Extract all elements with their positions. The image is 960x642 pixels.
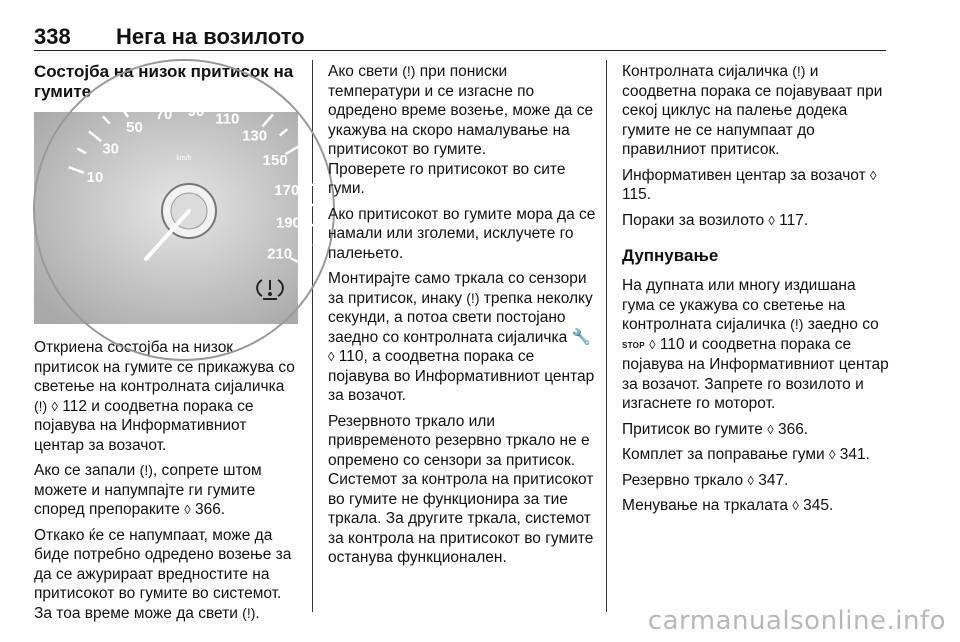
- speed-tick: [299, 165, 308, 169]
- paragraph: Менување на тркалата ◊ 345.: [622, 497, 834, 514]
- speed-label: 30: [102, 140, 120, 158]
- paragraph: Ако притисокот во гумите мора да се намали или зголеми, исклучете го палењето.: [328, 205, 596, 262]
- service-wrench-icon: 🔧: [571, 328, 591, 346]
- paragraph: Откако ќе се напумпаат, може да биде потребно одредено возење за да се ажурираат вредностите на притисокот во гумите во системот. За тоа време може да свети (!).: [34, 526, 292, 622]
- paragraph: Пораки за возилото ◊ 117.: [622, 211, 809, 229]
- paragraph: Контролната сијаличка (!) и соодветна порака се појавуваат при секој циклус на палење додека гумите не се напумпаат до правилниот притисок.: [622, 63, 883, 158]
- speed-label: 70: [155, 106, 173, 124]
- column-divider: [312, 60, 313, 612]
- watermark: carmanualsonline.info: [647, 606, 946, 636]
- speed-tick: [300, 224, 316, 226]
- tpms-icon: (!): [242, 604, 256, 621]
- paragraph: Ако свети (!) при пониски температури и се изгасне по одредено време возење, може да се укажува на скоро намалување на притисокот во гумите. Проверете го притисокот во сите гуми.: [328, 63, 594, 197]
- paragraph: Притисок во гумите ◊ 366.: [622, 420, 809, 438]
- speed-unit-label: km/h: [176, 155, 192, 162]
- speed-tick: [197, 83, 198, 99]
- reference-icon: ◊: [869, 167, 877, 183]
- tpms-icon: (!): [792, 63, 806, 79]
- speed-tick: [251, 102, 256, 111]
- paragraph: Ако се запали (!), сопрете штом можете и напумпајте ги гумите според препораките ◊ 366.: [34, 462, 262, 518]
- speed-label: 50: [126, 119, 143, 137]
- column-2: [328, 62, 596, 574]
- reference-icon: ◊: [792, 498, 799, 513]
- reference-icon: ◊: [829, 447, 836, 462]
- speed-tick: [303, 243, 313, 246]
- speed-label: 150: [262, 152, 288, 170]
- paragraph: Откриена состојба на низок притисок на гумите се прикажува со светење на контролната сијаличка (!) ◊ 112 и соодветна порака се појавува на Информативниот центар за возачот.: [34, 339, 295, 454]
- speed-label: 190: [275, 214, 301, 232]
- chapter-title: Нега на возилото: [116, 24, 305, 49]
- paragraph: Комплет за поправање гуми ◊ 341.: [622, 446, 870, 463]
- speed-label: 130: [242, 127, 268, 145]
- column-1: [34, 62, 300, 629]
- paragraph: Резервно тркало ◊ 347.: [622, 471, 789, 489]
- paragraph: Монтирајте само тркала со сензори за притисок, инаку (!) трепка неколку секунди, а потоа свети постојано заедно со контролната сијаличка 🔧 ◊ 110, а соодветна порака се појавува во Информативниот центар за возачот.: [328, 270, 595, 404]
- page-number: 338: [34, 24, 71, 49]
- tpms-icon: (!): [790, 316, 804, 332]
- tpms-icon: (!): [139, 462, 153, 478]
- speed-label: 170: [274, 182, 300, 200]
- reference-icon: ◊: [747, 472, 754, 488]
- paragraph: Резервното тркало или привременото резервно тркало не е опремено со сензори за притисок. Системот за контрола на притисокот во гумите не функционира за тие тркала. За другите тркала, системот за контрола на притисокот во гумите останува функционален.: [328, 412, 594, 566]
- tpms-icon: (!): [466, 289, 480, 306]
- reference-icon: ◊: [767, 421, 774, 437]
- speedometer-figure: [34, 103, 301, 324]
- reference-icon: ◊: [768, 212, 775, 228]
- reference-icon: ◊: [649, 336, 656, 352]
- reference-icon: ◊: [328, 349, 335, 364]
- paragraph: На дупната или многу издишана гума се укажува со светење на контролната сијаличка (!) заедно со STOP ◊ 110 и соодветна порака се појавува на Информативниот центар за возачот. Запрете го возилото и изгаснете го моторот.: [622, 277, 889, 412]
- speedometer-svg: [34, 103, 301, 324]
- reference-icon: ◊: [184, 502, 191, 517]
- reference-icon: ◊: [51, 398, 58, 414]
- column-divider: [606, 60, 607, 612]
- section-heading-puncture: Дупнување: [622, 246, 719, 265]
- page-header: [34, 22, 886, 51]
- speed-label: 210: [267, 245, 293, 263]
- speed-label: 110: [215, 110, 240, 128]
- section-heading-low-pressure: Состојба на низок притисок на гумите: [34, 62, 294, 101]
- column-3: [622, 62, 892, 522]
- speed-label: 90: [187, 103, 205, 121]
- speed-tick: [177, 84, 178, 94]
- tpms-icon: (!): [402, 63, 416, 79]
- paragraph: Информативен центар за возачот ◊ 115.: [622, 166, 877, 203]
- stop-icon: STOP: [622, 340, 645, 350]
- tpms-icon: (!): [34, 397, 48, 414]
- speed-label: 10: [86, 168, 104, 186]
